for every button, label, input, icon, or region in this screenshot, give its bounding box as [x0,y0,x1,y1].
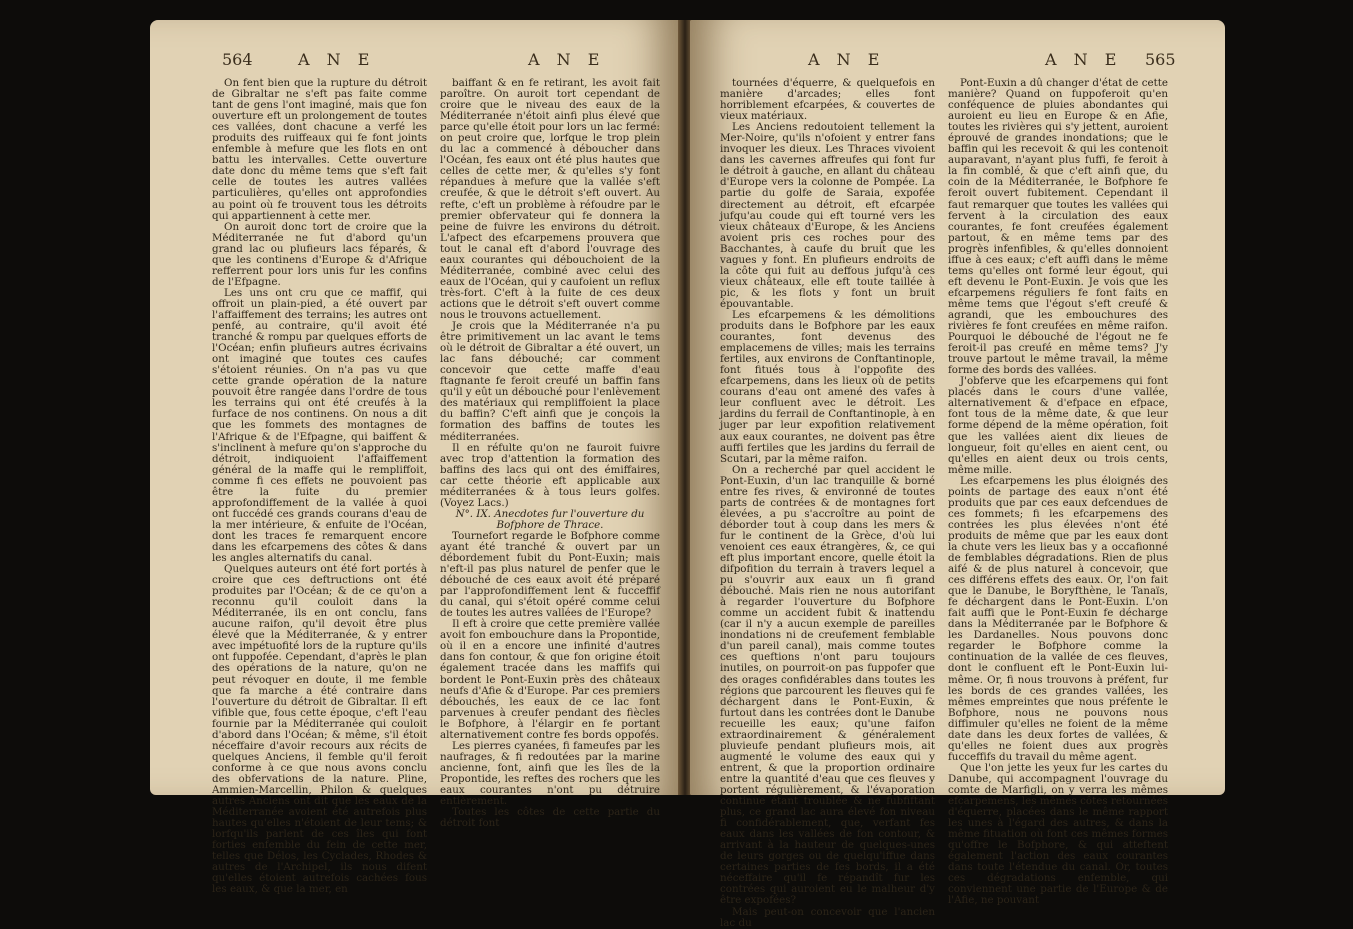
paragraph: tournées d'équerre, & quelquefois en manière d'arcades; elles font horriblement efcarpées, & couvertes de vieux matériaux. [720,77,935,123]
paragraph: Les Anciens redoutoient tellement la Mer-Noire, qu'ils n'ofoient y entrer fans invoquer les dieux. Les Thraces vivoient dans les cavernes affreufes qui font fur le détroit à gauche, en allant du château d'Europe vers la colonne de Pompée. La partie du golfe de Saraia, expofée directement au détroit, eft efcarpée jufqu'au coude qui eft tourné vers les vieux châteaux d'Europe, & les Anciens avoient pris ces roches pour des Bacchantes, à caufe du bruit que les vagues y font. En plufieurs endroits de la côte qui fuit au deffous jufqu'à ces vieux châteaux, elle eft toute taillée à pic, & les flots y font un bruit épouvantable. [720,121,935,310]
page-number-left: 564 [222,50,253,69]
paragraph: Les efcarpemens les plus éloignés des points de partage des eaux n'ont été produits que par ces eaux defcendues de ces fommets; fi les efcarpemens des contrées les plus élevées n'ont été produits de même que par les eaux dont la chute vers les lieux bas y a occafionné de femblables dégradations. Rien de plus aifé & de plus naturel à concevoir, que ces différens effets des eaux. Or, l'on fait que le Danube, le Boryfthène, le Tanaïs, fe déchargent dans le Pont-Euxin. L'on fait auffi que le Pont-Euxin fe décharge dans la Méditerranée par le Bofphore & les Dardanelles. Nous pouvons donc regarder le Bofphore comme la continuation de la vallée de ces fleuves, dont le confluent eft le Pont-Euxin lui-même. Or, fi nous trouvons à préfent, fur les bords de ces grandes vallées, les mêmes empreintes que nous préfente le Bofphore, nous ne pouvons nous diffimuler qu'elles ne foient de la même date dans les deux fortes de vallées, & qu'elles ne foient dues aux progrès fucceffifs du travail du même agent. [948,474,1168,763]
left-page [150,20,680,896]
right-column-2 [948,77,1168,907]
book-spread [150,20,1225,929]
paragraph: Que l'on jette les yeux fur les cartes du Danube, qui accompagnent l'ouvrage du comte de Marfigli, on y verra les mêmes efcarpemens, les mêmes côtes retournées d'équerre, placées dans le même rapport les unes à l'égard des autres, & dans la même fituation où font ces mêmes formes qu'offre le Bofphore, & qui atteftent également l'action des eaux courantes dans toute l'étendue du canal. Or, toutes ces dégradations enfemble, qui conviennent une partie de l'Europe & de l'Afie, ne pouvant [948,761,1168,907]
section-heading: N°. IX. Anecdotes fur l'ouverture du Bofphore de Thrace. [455,507,645,531]
running-head-right-col2: A N E [1045,50,1123,69]
page-number-right: 565 [1145,50,1176,69]
paragraph: Les uns ont cru que ce maffif, qui offroit un plain-pied, a été ouvert par l'affaiffement des terrains; les autres ont penfé, au contraire, qu'il avoit été tranché & rompu par quelques efforts de l'Océan; enfin plufieurs autres écrivains ont imaginé que toutes ces caufes s'étoient réunies. On n'a pas vu que cette grande opération de la nature pouvoit être rangée dans l'ordre de tous les terrains qui ont été creufés à la furface de nos continens. On nous a dit que les fommets des montagnes de l'Afrique & de l'Efpagne, qui baiffent & s'inclinent à mefure qu'on s'approche du détroit, indiquoient l'affaiffement général de la maffe qui le rempliffoit, comme fi ces effets ne pouvoient pas être la fuite du premier approfondiffement de la vallée à quoi ont fuccédé ces grands courans d'eau de la mer intérieure, & enfuite de l'Océan, dont les traces fe remarquent encore dans les efcarpemens des côtes & dans les angles alternatifs du canal. [212,286,427,565]
paragraph: J'obferve que les efcarpemens qui font placés dans le cours d'une vallée, alternativement & d'efpace en efpace, font tous de la même date, & que leur forme dépend de la même opération, foit que les vallées aient dix lieues de longueur, foit qu'elles en aient cent, ou qu'elles en aient deux ou trois cents, même mille. [948,375,1168,476]
paragraph: Pont-Euxin a dû changer d'état de cette manière? Quand on fuppoferoit qu'en conféquence de pluies abondantes qui auroient eu lieu en Europe & en Afie, toutes les rivières qui s'y jettent, auroient éprouvé de grandes inondations; que le baffin qui les recevoit & qui les contenoit auparavant, n'ayant plus fuffi, fe feroit à la fin comblé, & que c'eft ainfi que, du coin de la Méditerranée, le Bofphore fe feroit ouvert fubitement. Cependant il faut remarquer que toutes les vallées qui fervent à la circulation des eaux courantes, fe font creufées également partout, & en même tems par des progrès infenfibles, & qu'elles donnoient iffue à ces eaux; c'eft auffi dans le même tems qu'elles ont formé leur égout, qui eft devenu le Pont-Euxin. Je vois que les efcarpemens réguliers fe font faits en même tems que l'égout s'eft creufé & agrandi, que les embouchures des rivières fe font creufées en même raifon. Pourquoi le débouché de l'égout ne fe feroit-il pas creufé en même tems? J'y trouve partout le même travail, la même forme des bords des vallées. [948,77,1168,377]
running-head-left-col1: A N E [298,50,376,69]
paragraph: Il eft à croire que cette première vallée avoit fon embouchure dans la Propontide, où il en a encore une infinité d'autres dans fon contour, & que fon origine étoit également tracée dans les maffifs qui bordent le Pont-Euxin près des châteaux neufs d'Afie & d'Europe. Par ces premiers débouchés, les eaux de ce lac font parvenues à creufer pendant des fiècles le Bofphore, à l'élargir en fe portant alternativement contre fes bords oppofés. [440,618,660,741]
paragraph: Toutes les côtes de cette partie du détroit font [440,806,660,830]
left-column-2 [440,77,660,830]
paragraph: Je crois que la Méditerranée n'a pu être primitivement un lac avant le tems où le détroit de Gibraltar a été ouvert, un lac fans débouché; car comment concevoir que cette maffe d'eau ftagnante fe feroit creufé un baffin fans qu'il y eût un débouché pour l'enlèvement des matériaux qui rempliffoient la place du baffin? C'eft ainfi que je conçois la formation des baffins de toutes les méditerranées. [440,320,660,443]
paragraph: On fent bien que la rupture du détroit de Gibraltar ne s'eft pas faite comme tant de gens l'ont imaginé, mais que fon ouverture eft un prolongement de toutes ces vallées, dont chacune a verfé les produits des ruiffeaux qui fe font joints enfemble à mefure que les flots en ont battu les intervalles. Cette ouverture date donc du même tems que s'eft fait celle de toutes les autres vallées particulières, qu'elles ont approfondies au point où fe trouvent tous les détroits qui appartiennent à cette mer. [212,77,427,222]
paragraph: baiffant & en fe retirant, les avoit fait paroître. On auroit tort cependant de croire que le niveau des eaux de la Méditerranée n'étoit ainfi plus élevé que parce qu'elle étoit pour lors un lac fermé: on peut croire que, lorfque le trop plein du lac a commencé à déboucher dans l'Océan, fes eaux ont été plus hautes que celles de cette mer, & qu'elles s'y font répandues à mefure que la vallée s'eft creufée, & que le détroit s'eft ouvert. Au refte, c'eft un problème à réfoudre par le premier obfervateur qui fe donnera la peine de fuivre les environs du détroit. L'afpect des efcarpemens prouvera que tout le canal eft d'abord l'ouvrage des eaux courantes qui débouchoient de la Méditerranée, combiné avec celui des eaux de l'Océan, qui y caufoient un reflux très-fort. C'eft à la fuite de ces deux actions que le détroit s'eft ouvert comme nous le trouvons actuellement. [440,77,660,321]
running-head-right-col1: A N E [808,50,886,69]
paragraph: On auroit donc tort de croire que la Méditerranée ne fut d'abord qu'un grand lac ou plufieurs lacs féparés, & que les continens d'Europe & d'Afrique refferrent pour lors unis fur les confins de l'Efpagne. [212,220,427,288]
running-head-left-col2: A N E [528,50,606,69]
left-column-1 [212,77,427,896]
paragraph: Mais peut-on concevoir que l'ancien lac du [720,905,935,929]
paragraph: Quelques auteurs ont été fort portés à croire que ces deftructions ont été produites par l'Océan; & de ce qu'on a reconnu qu'il couloit dans la Méditerranée, ils en ont conclu, fans aucune raifon, qu'il devoit être plus élevé que la Méditerranée, & y entrer avec impétuofité lors de la rupture qu'ils ont fuppofée. Cependant, d'après le plan des opérations de la nature, qu'on ne peut révoquer en doute, il me femble que fa marche a été contraire dans l'ouverture du détroit de Gibraltar. Il eft vifible que, fous cette époque, c'eft l'eau fournie par la Méditerranée qui couloit d'abord dans l'Océan; & même, s'il étoit néceffaire d'avoir recours aux récits de quelques Anciens, il femble qu'il feroit conforme à ce que nous avons conclu des obfervations de la nature. Pline, Ammien-Marcellin, Philon & quelques autres Anciens ont dit que les eaux de la Méditerranée avoient été autrefois plus hautes qu'elles n'étoient de leur tems; & lorfqu'ils parlent de ces îles qui font forties enfemble du fein de cette mer, telles que Délos, les Cyclades, Rhodes & autres de l'Archipel, ils nous difent qu'elles étoient autrefois cachées fous les eaux, & que la mer, en [212,563,427,896]
paragraph: Les pierres cyanées, fi fameufes par les naufrages, & fi redoutées par la marine ancienne, font, ainfi que les îles de la Propontide, les reftes des rochers que les eaux courantes n'ont pu détruire entièrement. [440,739,660,808]
paragraph: Il en réfulte qu'on ne fauroit fuivre avec trop d'attention la formation des baffins des lacs qui ont des émiffaires, car cette théorie eft applicable aux méditerranées & à tous leurs golfes. (Voyez Lacs.) [440,441,660,509]
paragraph: Tournefort regarde le Bofphore comme ayant été tranché & ouvert par un débordement fubit du Pont-Euxin; mais n'eft-il pas plus naturel de penfer que le débouché de ces eaux avoit été préparé par l'approfondiffement lent & fucceffif du canal, qui s'étoit opéré comme celui de toutes les autres vallées de l'Europe? [440,529,660,620]
paragraph: Les efcarpemens & les démolitions produits dans le Bofphore par les eaux courantes, font devenus des emplacemens de villes; mais les terrains fertiles, aux environs de Conftantinople, font fitués tous à l'oppofite des efcarpemens, dans les lieux où de petits courans d'eau ont amené des vafes à leur confluent avec le détroit. Les jardins du ferrail de Conftantinople, à en juger par leur expofition relativement aux eaux courantes, ne doivent pas être auffi fertiles que les jardins du ferrail de Scutari, par la même raifon. [720,308,935,465]
paragraph: On a recherché par quel accident le Pont-Euxin, d'un lac tranquille & borné entre fes rives, & environné de toutes parts de contrées & de montagnes fort élevées, a pu s'accroître au point de déborder tout à coup dans les mers & fur le continent de la Grèce, d'où lui venoient ces eaux étrangères, &, ce qui eft plus important encore, quelle étoit la difpofition du terrain à travers lequel a pu s'ouvrir aux eaux un fi grand débouché. Mais rien ne nous autorifant à regarder l'ouverture du Bofphore comme un accident fubit & inattendu (car il n'y a aucun exemple de pareilles inondations ni de creufement femblable d'un pareil canal), mais comme toutes ces queftions n'ont paru toujours inutiles, on pourroit-on pas fuppofer que des orages confidérables dans toutes les régions que parcourent les fleuves qui fe déchargent dans le Pont-Euxin, & furtout dans les contrées dont le Danube recueille les eaux; qu'une faifon extraordinairement & généralement pluvieufe pendant plufieurs mois, ait augmenté le volume des eaux qui y entrent, & que la proportion ordinaire entre la quantité d'eau que ces fleuves y portent régulièrement, & l'évaporation continue étant troublée & ne fubfiftant plus, ce grand lac aura élevé fon niveau fi confidérablement, que, verfant fes eaux dans les vallées de fon contour, & arrivant à la hauteur de quelques-unes de leurs gorges ou de quelqu'iffue dans certaines parties de fes bords, il a été néceffaire qu'il fe répandît fur les contrées qui auroient eu le malheur d'y être expofées? [720,463,935,907]
right-page [690,20,1225,929]
right-column-1 [720,77,935,929]
